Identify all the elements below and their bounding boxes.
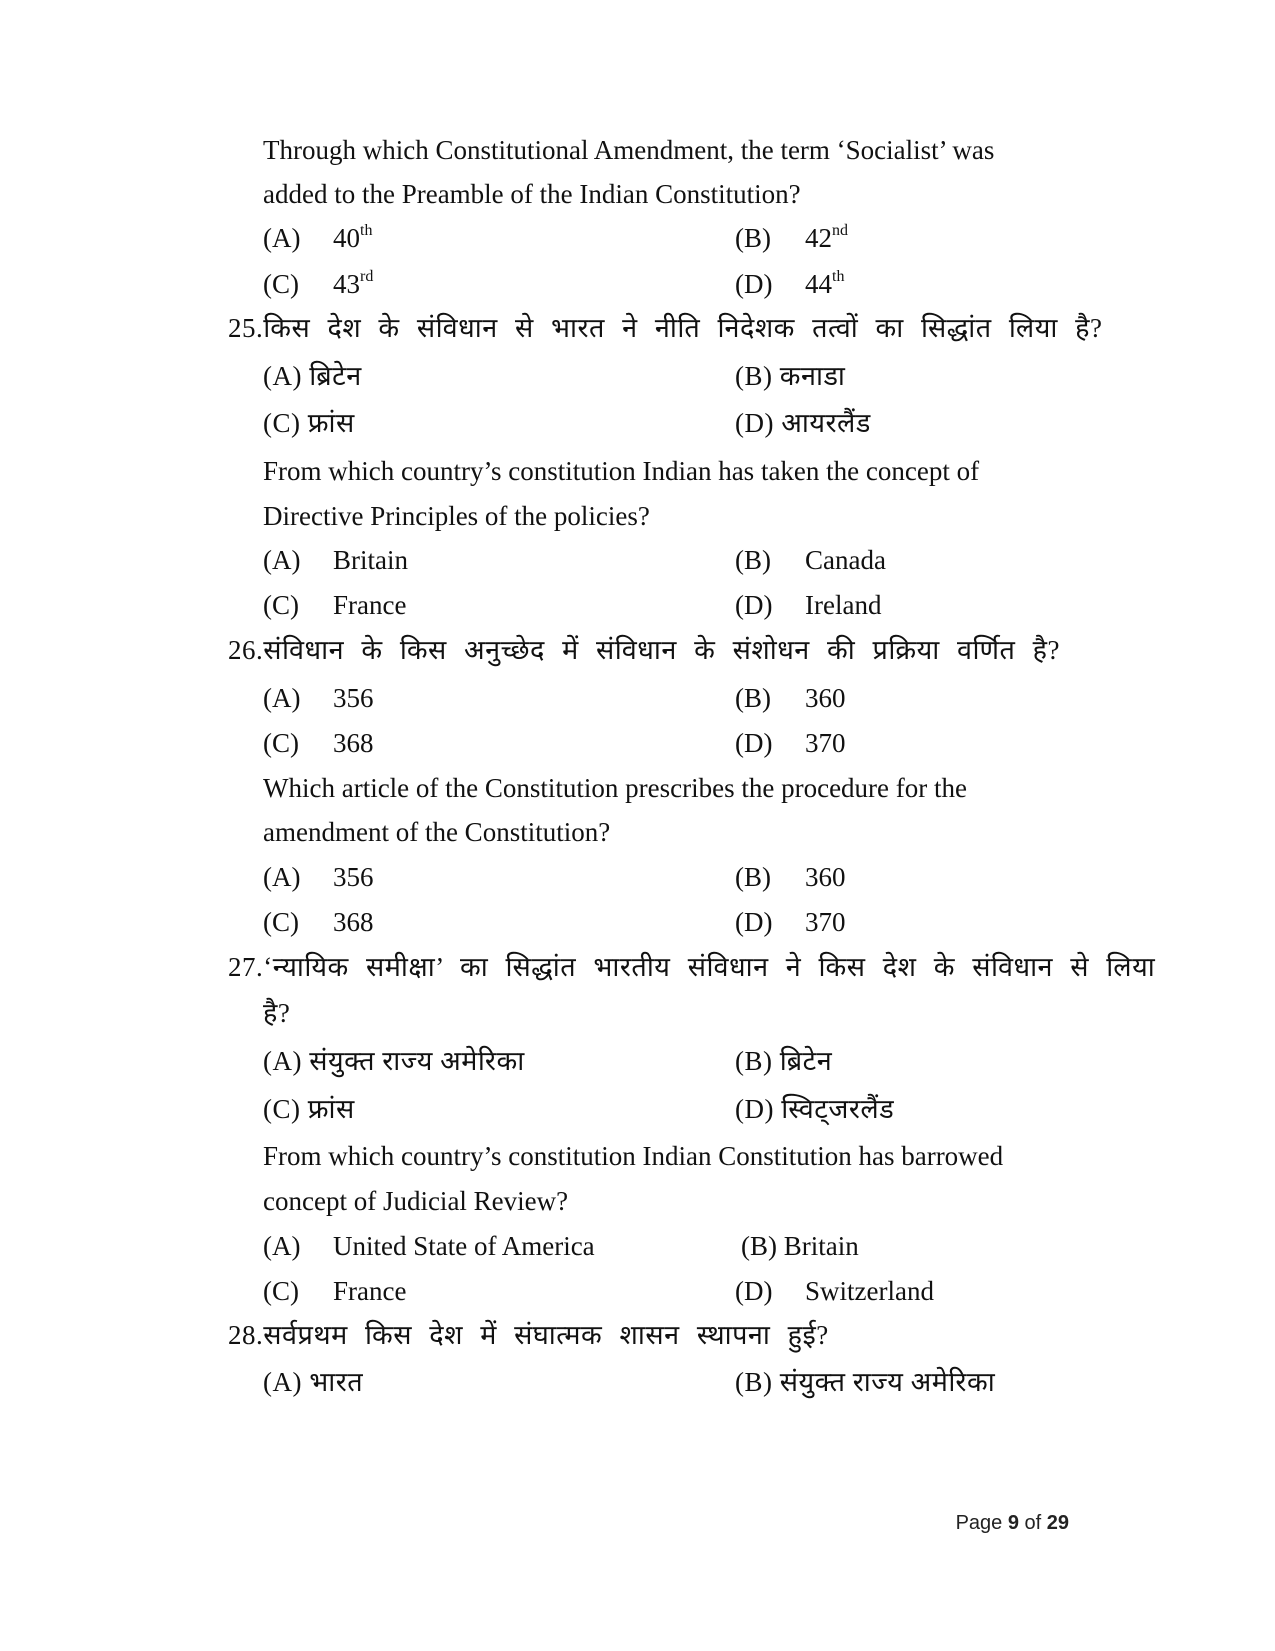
q26-en-line1: Which article of the Constitution prescribes the procedure for the bbox=[263, 773, 968, 803]
q25-en-line1: From which country’s constitution Indian has taken the concept of bbox=[263, 456, 980, 486]
q26-hi-option-d: (D) 370 bbox=[735, 728, 846, 758]
q26-hi-option-a: (A) 356 bbox=[263, 683, 374, 713]
q25-en-option-c: (C) France bbox=[263, 590, 407, 620]
q26-hi-option-b: (B) 360 bbox=[735, 683, 846, 713]
q25-hi-option-a: (A) ब्रिटेन bbox=[263, 361, 362, 391]
q25-hi-options-row1 bbox=[263, 360, 1093, 394]
q27-en-options-row2 bbox=[263, 1275, 1093, 1309]
q27-en-option-d: (D) Switzerland bbox=[735, 1276, 934, 1306]
q24-options-row1 bbox=[263, 222, 1093, 256]
q24-option-a: (A) 40th bbox=[263, 222, 373, 253]
q26-en-option-c: (C) 368 bbox=[263, 907, 374, 937]
q26-en-options-row1 bbox=[263, 861, 1093, 895]
q27-en-option-a: (A) United State of America bbox=[263, 1231, 595, 1261]
q25-en-option-a: (A) Britain bbox=[263, 545, 408, 575]
q26-hi-options-row2 bbox=[263, 727, 1093, 761]
q28-hi-option-b: (B) संयुक्त राज्य अमेरिका bbox=[735, 1367, 996, 1397]
q27-hi-option-a: (A) संयुक्त राज्य अमेरिका bbox=[263, 1046, 525, 1076]
q27-hi-option-c: (C) फ्रांस bbox=[263, 1094, 355, 1124]
page-number-footer: Page 9 of 29 bbox=[955, 1512, 1069, 1534]
q27-hi-option-b: (B) ब्रिटेन bbox=[735, 1046, 833, 1076]
q24-option-d: (D) 44th bbox=[735, 268, 845, 299]
q27-en-option-c: (C) France bbox=[263, 1276, 407, 1306]
q26-en-option-b: (B) 360 bbox=[735, 862, 846, 892]
q25-hi-options-row2 bbox=[263, 407, 1093, 441]
q24-en-line2: added to the Preamble of the Indian Constitution? bbox=[263, 179, 801, 209]
q25-hi-option-b: (B) कनाडा bbox=[735, 361, 846, 391]
q26-hi-option-c: (C) 368 bbox=[263, 728, 374, 758]
q25-en-options-row2 bbox=[263, 589, 1093, 623]
q27-en-line1: From which country’s constitution Indian Constitution has barrowed bbox=[263, 1141, 1004, 1171]
q27-hi-options-row2 bbox=[263, 1093, 1093, 1127]
q25-en-options-row1 bbox=[263, 544, 1093, 578]
q27-en-option-b: (B) Britain bbox=[741, 1231, 859, 1261]
q28-hi-option-a: (A) भारत bbox=[263, 1367, 364, 1397]
q26-en-options-row2 bbox=[263, 906, 1093, 940]
q27-hi-options-row1 bbox=[263, 1045, 1093, 1079]
q27-hi-line2: है? bbox=[263, 998, 291, 1028]
q27-en-line2: concept of Judicial Review? bbox=[263, 1186, 569, 1216]
q26-en-option-a: (A) 356 bbox=[263, 862, 374, 892]
q28-hi-question: 28.सर्वप्रथम किस देश में संघात्मक शासन स्थापना हुई? bbox=[228, 1320, 829, 1350]
q26-hi-question: 26.संविधान के किस अनुच्छेद में संविधान के संशोधन की प्रक्रिया वर्णित है? bbox=[228, 635, 1060, 665]
q25-en-line2: Directive Principles of the policies? bbox=[263, 501, 650, 531]
q25-hi-option-d: (D) आयरलैंड bbox=[735, 408, 871, 438]
q24-option-b: (B) 42nd bbox=[735, 222, 848, 253]
q27-en-options-row1 bbox=[263, 1230, 1093, 1264]
q24-option-c: (C) 43rd bbox=[263, 268, 374, 299]
q25-hi-option-c: (C) फ्रांस bbox=[263, 408, 355, 438]
q26-en-option-d: (D) 370 bbox=[735, 907, 846, 937]
q27-hi-line1: 27.‘न्यायिक समीक्षा’ का सिद्धांत भारतीय संविधान ने किस देश के संविधान से लिया bbox=[228, 952, 1156, 982]
q24-options-row2 bbox=[263, 268, 1093, 302]
q26-en-line2: amendment of the Constitution? bbox=[263, 817, 611, 847]
q24-en-line1: Through which Constitutional Amendment, the term ‘Socialist’ was bbox=[263, 135, 995, 165]
q26-hi-options-row1 bbox=[263, 682, 1093, 716]
q27-hi-option-d: (D) स्विट्जरलैंड bbox=[735, 1094, 895, 1124]
q25-en-option-d: (D) Ireland bbox=[735, 590, 882, 620]
q28-hi-options-row1 bbox=[263, 1366, 1093, 1400]
q25-hi-question: 25.किस देश के संविधान से भारत ने नीति निदेशक तत्वों का सिद्धांत लिया है? bbox=[228, 313, 1103, 343]
q25-en-option-b: (B) Canada bbox=[735, 545, 886, 575]
